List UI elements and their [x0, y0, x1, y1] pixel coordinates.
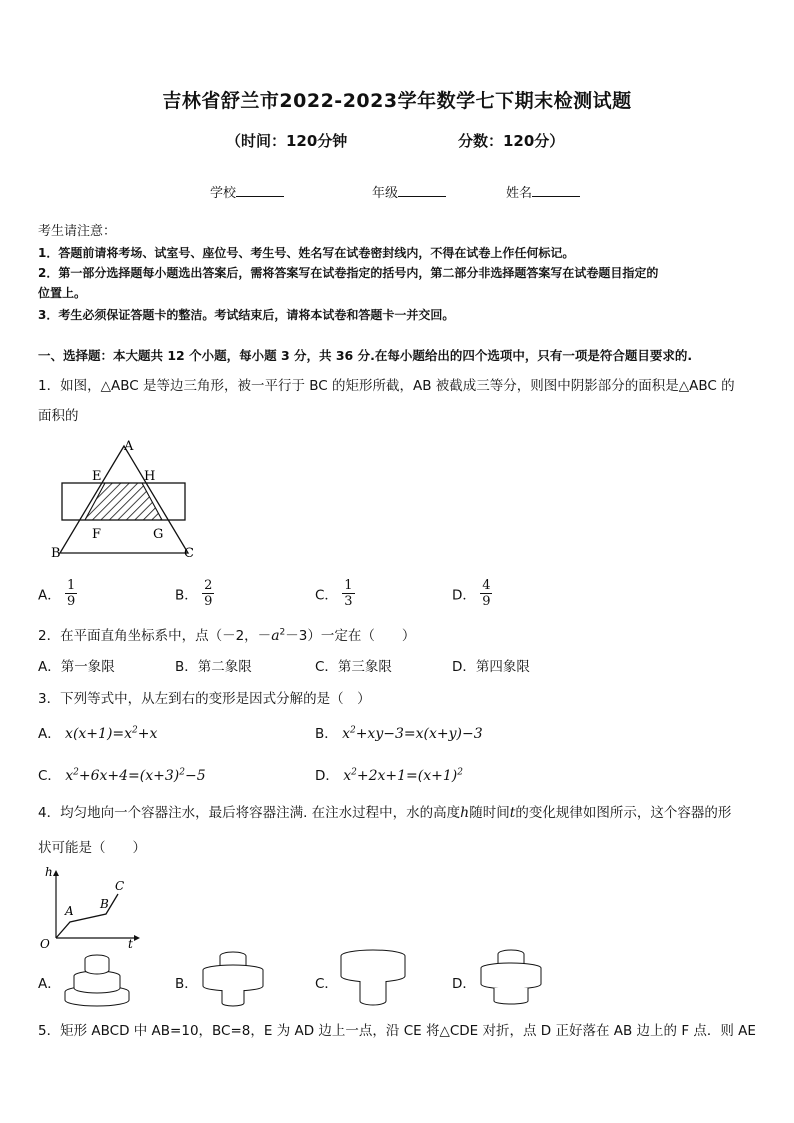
q4-stem-line1: 4．均匀地向一个容器注水，最后将容器注满. 在注水过程中，水的高度h随时间t的变化规律如图所示，这个容器的形	[38, 805, 732, 821]
q3-option-a-letter: A．	[38, 726, 61, 742]
q4-option-a-container[interactable]	[62, 948, 132, 1010]
school-field[interactable]	[210, 182, 284, 201]
q3-option-b-expr: $x^2+xy-3=x(x+y)-3$	[342, 725, 483, 742]
q5-stem-line1: 5．矩形 ABCD 中 AB=10，BC=8，E 为 AD 边上一点，沿 CE 将△CDE 对折，点 D 正好落在 AB 边上的 F 点．则 AE	[38, 1023, 756, 1039]
q4-option-d-letter[interactable]: D．	[452, 976, 476, 992]
exam-score: 分数：120分）	[458, 132, 565, 150]
q3-option-b-letter: B．	[315, 726, 338, 742]
notice-item-2a: 2．第一部分选择题每小题选出答案后，需将答案写在试卷指定的括号内，第二部分非选择题答案写在试卷题目指定的	[38, 266, 659, 280]
q3-option-d-letter: D．	[315, 768, 339, 784]
q3-option-a-expr: $x(x+1)=x^2+x$	[65, 725, 158, 742]
q1-triangle-figure	[40, 436, 210, 564]
q3-option-a[interactable]	[38, 722, 157, 742]
notice-item-2b: 位置上。	[38, 286, 87, 300]
grade-blank	[398, 184, 446, 197]
q2-option-a[interactable]: A．第一象限	[38, 659, 115, 675]
page-title: 吉林省舒兰市2022-2023学年数学七下期末检测试题	[162, 90, 632, 112]
q1-stem-line1: 1．如图，△ABC 是等边三角形，被一平行于 BC 的矩形所截，AB 被截成三等分，则图中阴影部分的面积是△ABC 的	[38, 378, 735, 394]
exam-time: （时间：120分钟	[226, 132, 348, 150]
notice-item-3: 3．考生必须保证答题卡的整洁。考试结束后，请将本试卷和答题卡一并交回。	[38, 308, 455, 322]
name-label: 姓名	[506, 186, 533, 201]
q4-option-c-container[interactable]	[338, 946, 408, 1010]
q2-option-b[interactable]: B．第二象限	[175, 659, 252, 675]
q2-option-c[interactable]: C．第三象限	[315, 659, 392, 675]
q4-water-graph	[36, 864, 146, 950]
q3-option-d[interactable]	[315, 764, 463, 784]
q1-option-b-letter: B．	[175, 587, 198, 604]
q1-stem-line2: 面积的	[38, 408, 79, 424]
q3-option-c[interactable]	[38, 764, 206, 784]
label-e: E	[92, 469, 102, 484]
q2-stem: 2．在平面直角坐标系中，点（－2，$-a^2-3$）一定在（ ）	[38, 627, 416, 644]
svg-text:O: O	[40, 937, 50, 950]
section-heading: 一、选择题：本大题共 12 个小题，每小题 3 分，共 36 分.在每小题给出的四个选项中，只有一项是符合题目要求的.	[38, 348, 693, 363]
q4-option-c-letter[interactable]: C．	[315, 976, 338, 992]
label-f: F	[92, 527, 102, 542]
q1-option-b-fraction: $\frac{2}{9}$	[204, 578, 213, 609]
name-field[interactable]	[506, 182, 580, 201]
svg-text:h: h	[45, 865, 53, 879]
label-h: H	[144, 469, 156, 484]
q1-option-c-letter: C．	[315, 587, 338, 604]
q1-option-d-letter: D．	[452, 587, 476, 604]
svg-text:t: t	[128, 937, 133, 950]
label-a: A	[124, 439, 134, 454]
label-c: C	[184, 546, 194, 561]
q2-option-d[interactable]: D．第四象限	[452, 659, 530, 675]
q1-option-c-fraction: $\frac{1}{3}$	[344, 578, 353, 609]
q3-option-b[interactable]	[315, 722, 483, 742]
shaded-region	[85, 483, 162, 520]
q1-option-a[interactable]	[38, 578, 77, 609]
q4-option-b-letter[interactable]: B．	[175, 976, 198, 992]
q4-option-b-container[interactable]	[198, 948, 268, 1010]
q1-option-a-letter: A．	[38, 587, 61, 604]
q1-option-a-fraction: $\frac{1}{9}$	[67, 578, 76, 609]
notice-heading: 考生请注意：	[38, 224, 117, 239]
grade-field[interactable]	[372, 182, 446, 201]
q1-option-d[interactable]	[452, 578, 492, 609]
label-b: B	[51, 546, 61, 561]
q1-option-c[interactable]	[315, 578, 355, 609]
name-blank	[532, 184, 580, 197]
q4-option-d-container[interactable]	[476, 946, 546, 1010]
q1-option-d-fraction: $\frac{4}{9}$	[482, 578, 491, 609]
q3-option-c-letter: C．	[38, 768, 61, 784]
svg-text:A: A	[65, 904, 74, 918]
school-label: 学校	[210, 186, 237, 201]
label-g: G	[153, 527, 164, 542]
grade-label: 年级	[372, 186, 399, 201]
q1-option-b[interactable]	[175, 578, 214, 609]
svg-text:B: B	[100, 897, 109, 911]
q4-option-a-letter[interactable]: A．	[38, 976, 61, 992]
notice-item-1: 1．答题前请将考场、试室号、座位号、考生号、姓名写在试卷密封线内，不得在试卷上作任何标记。	[38, 246, 575, 260]
q3-stem: 3．下列等式中，从左到右的变形是因式分解的是（ ）	[38, 691, 371, 707]
svg-text:C: C	[115, 879, 125, 893]
school-blank	[236, 184, 284, 197]
q4-stem-line2: 状可能是（ ）	[38, 840, 146, 856]
q3-option-d-expr: $x^2+2x+1=(x+1)^2$	[343, 767, 463, 784]
q3-option-c-expr: $x^2+6x+4=(x+3)^2-5$	[65, 767, 206, 784]
